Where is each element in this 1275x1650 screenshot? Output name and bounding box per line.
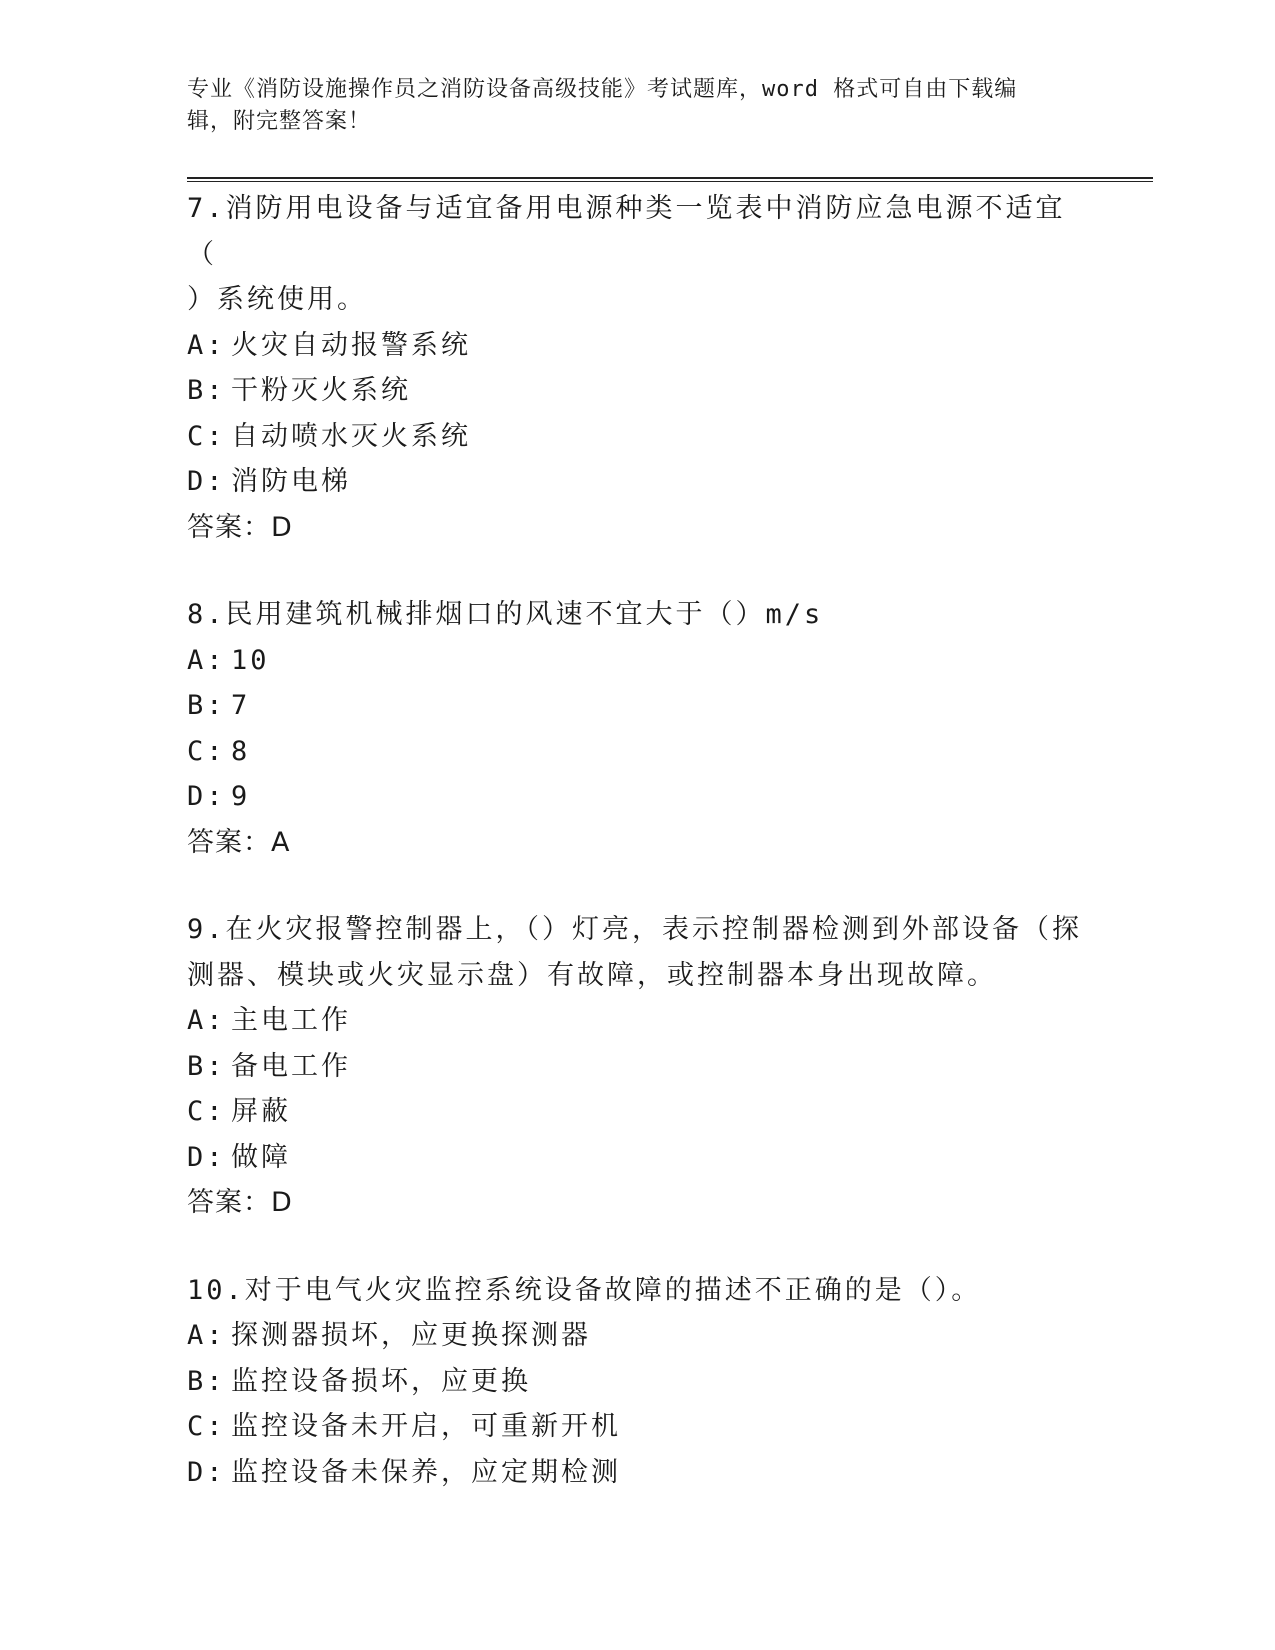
option-a bbox=[187, 323, 1087, 369]
option-key: D: bbox=[187, 466, 226, 497]
option-label: 备电工作 bbox=[231, 1050, 351, 1082]
option-label: 屏蔽 bbox=[231, 1096, 291, 1127]
header-line-2: 辑，附完整答案！ bbox=[187, 109, 372, 134]
option-key: A: bbox=[187, 329, 226, 361]
option-label: 主电工作 bbox=[231, 1005, 351, 1036]
question-text: 9.在火灾报警控制器上，（）灯亮，表示控制器检测到外部设备（探 测器、模块或火灾显示盘）有故障，或控制器本身出现故障。 bbox=[187, 914, 1083, 991]
option-key: B: bbox=[187, 1050, 226, 1082]
option-a bbox=[187, 1313, 1087, 1359]
option-key: C: bbox=[187, 735, 226, 767]
question-text: 10.对于电气火灾监控系统设备故障的描述不正确的是（）。 bbox=[187, 1274, 982, 1306]
header-divider-thin bbox=[187, 181, 1153, 182]
question-9 bbox=[187, 907, 1087, 1226]
option-key: C: bbox=[187, 1096, 226, 1127]
question-8 bbox=[187, 592, 1087, 865]
question-text: 8.民用建筑机械排烟口的风速不宜大于（）m/s bbox=[187, 599, 824, 630]
option-b bbox=[187, 1359, 1087, 1405]
option-key: B: bbox=[187, 690, 226, 721]
answer-line: 答案：A bbox=[187, 826, 291, 858]
question-7 bbox=[187, 186, 1087, 550]
header-line-1: 专业《消防设施操作员之消防设备高级技能》考试题库，word 格式可自由下载编 bbox=[187, 77, 1018, 102]
option-label: 自动喷水灭火系统 bbox=[231, 420, 471, 452]
header-divider-thick bbox=[187, 177, 1153, 179]
option-d bbox=[187, 459, 1087, 505]
option-label: 探测器损坏，应更换探测器 bbox=[231, 1320, 591, 1351]
option-key: C: bbox=[187, 420, 226, 452]
option-label: 9 bbox=[231, 781, 251, 812]
option-key: D: bbox=[187, 1141, 226, 1173]
option-b bbox=[187, 683, 1087, 729]
option-label: 干粉灭火系统 bbox=[231, 375, 411, 406]
option-key: B: bbox=[187, 375, 226, 406]
answer-line: 答案：D bbox=[187, 1187, 293, 1218]
option-key: B: bbox=[187, 1365, 226, 1397]
option-label: 监控设备损坏，应更换 bbox=[231, 1365, 531, 1397]
option-label: 监控设备未开启，可重新开机 bbox=[231, 1411, 621, 1442]
option-label: 监控设备未保养，应定期检测 bbox=[231, 1456, 621, 1488]
option-c bbox=[187, 1404, 1087, 1450]
option-label: 火灾自动报警系统 bbox=[231, 329, 471, 361]
option-d bbox=[187, 1450, 1087, 1496]
option-d bbox=[187, 1135, 1087, 1181]
option-label: 8 bbox=[231, 735, 251, 767]
option-key: A: bbox=[187, 644, 226, 676]
option-key: C: bbox=[187, 1411, 226, 1442]
option-label: 做障 bbox=[231, 1141, 291, 1173]
option-key: A: bbox=[187, 1320, 226, 1351]
option-a bbox=[187, 998, 1087, 1044]
option-label: 10 bbox=[231, 644, 270, 676]
option-key: A: bbox=[187, 1005, 226, 1036]
answer-line: 答案：D bbox=[187, 511, 293, 543]
question-list bbox=[187, 186, 1087, 1537]
option-b bbox=[187, 368, 1087, 414]
option-c bbox=[187, 729, 1087, 775]
option-d bbox=[187, 774, 1087, 820]
option-a bbox=[187, 638, 1087, 684]
option-label: 消防电梯 bbox=[231, 466, 351, 497]
option-key: D: bbox=[187, 1456, 226, 1488]
question-10 bbox=[187, 1268, 1087, 1496]
option-c bbox=[187, 1089, 1087, 1135]
page-header bbox=[187, 74, 1087, 138]
option-key: D: bbox=[187, 781, 226, 812]
option-label: 7 bbox=[231, 690, 251, 721]
question-text: 7.消防用电设备与适宜备用电源种类一览表中消防应急电源不适宜（ ）系统使用。 bbox=[187, 193, 1066, 315]
option-b bbox=[187, 1044, 1087, 1090]
option-c bbox=[187, 414, 1087, 460]
